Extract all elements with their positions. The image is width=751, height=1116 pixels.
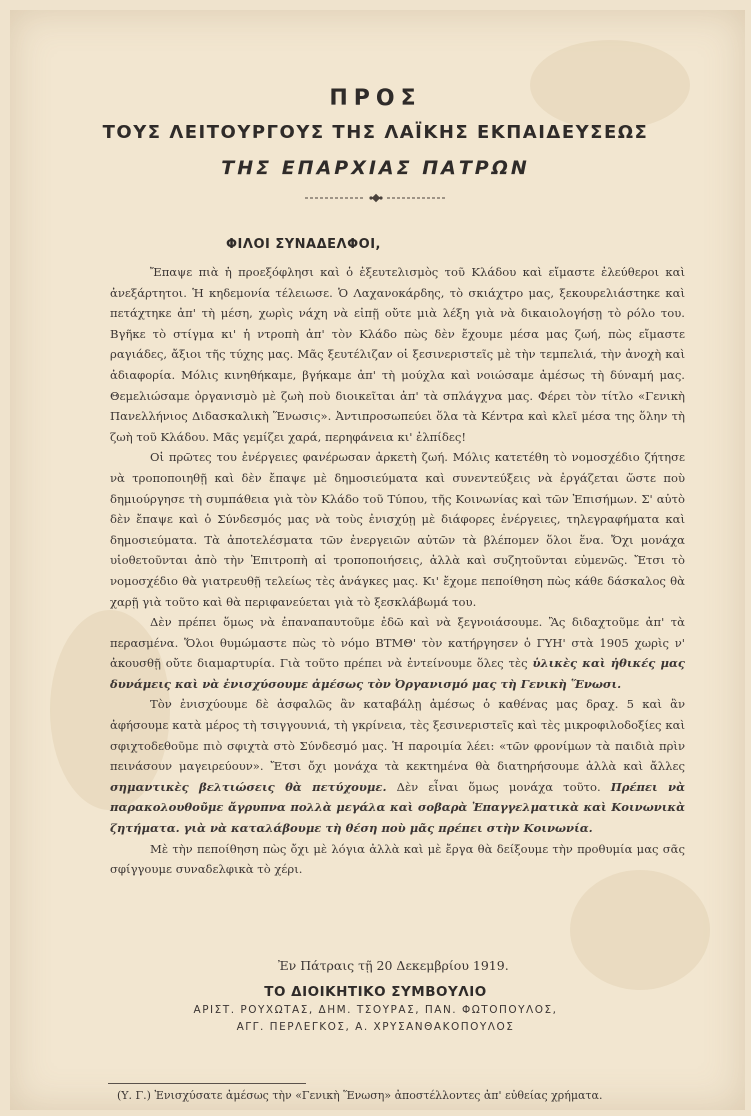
paper-stain	[570, 870, 710, 990]
paragraph	[110, 612, 685, 694]
paragraph	[110, 694, 685, 838]
emphasis-text: Πρέπει νὰ παρακολουθοῦμε ἄγρυπνα πολλὰ μεγάλα καὶ σοβαρὰ Ἐπαγγελματικὰ καὶ Κοινωνικὰ ζητήματα. γιὰ νὰ καταλάβουμε τὴ θέση ποὺ μᾶς πρέπει στὴν Κοινωνία.	[110, 779, 686, 836]
paragraph: Ἔπαψε πιὰ ἡ προεξόφλησι καὶ ὁ ἐξευτελισμὸς τοῦ Κλάδου καὶ εἴμαστε ἐλεύθεροι καὶ ἀνεξάρτητοι. Ἡ κηδεμονία τέλειωσε. Ὁ Λαχανοκάρδης, τὸ σκιάχτρο μας, ξεκουρελιάστηκε καὶ πετάχτηκε ἀπ' τὴ μέση, χωρὶς νάχη νὰ εἰπῇ οὔτε μιὰ λέξη γιὰ νὰ δικαιολογήσῃ τὸ ρόλο του. Βγῆκε τὸ στίγμα κι' ἡ ντροπὴ ἀπ' τὸν Κλάδο πὼς δὲν ἔχουμε μέσα μας ζωή, πὼς εἴμαστε ραγιάδες, ἄξιοι τῆς τύχης μας. Μᾶς ξευτέλιζαν οἱ ξεσινεριστεῖς μὲ τὴν τεμπελιά, τὴν ἀνοχὴ καὶ ἀδιαφορία. Μόλις κινηθήκαμε, βγήκαμε ἀπ' τὴ μούχλα καὶ νοιώσαμε ἀμέσως τὴ δύναμή μας. Θεμελιώσαμε ὀργανισμὸ μὲ ζωὴ ποὺ διοικεῖται ἀπ' τὰ σπλάγχνα μας. Φέρει τὸν τίτλο «Γενικὴ Πανελλήνιος Διδασκαλικὴ Ἕνωσις». Ἀντιπροσωπεύει ὅλα τὰ Κέντρα καὶ κλεῖ μέσα της ὅλην τὴ ζωὴ τοῦ Κλάδου. Μᾶς γεμίζει χαρά, περηφάνεια κι' ἐλπίδες!	[110, 265, 685, 444]
paragraph-text: Δὲν πρέπει ὅμως νὰ ἐπαναπαυτοῦμε ἐδῶ καὶ νὰ ξεγνοιάσουμε. Ἂς διδαχτοῦμε ἀπ' τὰ περασμένα. Ὅλοι θυμώμαστε πὼς τὸ νόμο ΒΤΜΘ' τὸν κατήργησεν ὁ ΓΥΗ' στὰ 1905 χωρὶς ν' ἀκουσθῇ οὔτε διαμαρτυρία. Γιὰ τοῦτο πρέπει νὰ ἐντείνουμε ὅλες τὲς	[110, 615, 685, 671]
letter-date: Ἐν Πάτραις τῇ 20 Δεκεμβρίου 1919.	[278, 958, 509, 973]
signature-council: ΤΟ ΔΙΟΙΚΗΤΙΚΟ ΣΥΜΒΟΥΛΙΟ	[264, 984, 487, 1000]
footnote-rule	[108, 1083, 306, 1084]
header-recipients: ΤΟΥΣ ΛΕΙΤΟΥΡΓΟΥΣ ΤΗΣ ΛΑΪΚΗΣ ΕΚΠΑΙΔΕΥΣΕΩΣ	[102, 122, 649, 143]
paragraph: Οἱ πρῶτες του ἐνέργειες φανέρωσαν ἀρκετὴ ζωή. Μόλις κατετέθη τὸ νομοσχέδιο ζήτησε νὰ τροποποιηθῇ καὶ δὲν ἔπαψε μὲ δημοσιεύματα καὶ συνεντεύξεις νὰ ἐργάζεται ὥστε ποὺ δημιούργησε τὴ συμπάθεια γιὰ τὸν Κλάδο τοῦ Τύπου, τῆς Κοινωνίας καὶ τῶν Ἐπισήμων. Σ' αὐτὸ δὲν ἔπαψε καὶ ὁ Σύνδεσμός μας νὰ τοὺς ἐνισχύῃ μὲ διάφορες ἐνέργειες, τηλεγραφήματα καὶ δημοσιεύματα. Τὰ ἀποτελέσματα τῶν ἐνεργειῶν αὐτῶν τὰ βλέπομεν ὅλοι ἕνα. Ὄχι μονάχα υἱοθετοῦνται ἀπὸ τὴν Ἐπιτροπὴ αἱ τροποποιήσεις, ἀλλὰ καὶ συζητοῦνται εὐμενῶς. Ἔτσι τὸ νομοσχέδιο θὰ γιατρευθῇ τελείως τὲς ἀνάγκες μας. Κι' ἔχομε πεποίθηση πὼς κάθε δάσκαλος θὰ χαρῇ γιὰ τοῦτο καὶ θὰ περιφανεύεται γιὰ τὸ ξεσκλάβωμά του.	[110, 450, 685, 609]
paper-stain	[530, 40, 690, 130]
header-region: ΤΗΣ ΕΠΑΡΧΙΑΣ ΠΑΤΡΩΝ	[221, 157, 530, 179]
emphasis-text: ὑλικὲς καὶ ἠθικές μας δυνάμεις καὶ νὰ ἐνισχύσουμε ἀμέσως τὸν Ὀργανισμό μας τὴ Γενικὴ Ἕνωσι.	[110, 656, 685, 691]
emphasis-text: σημαντικὲς βελτιώσεις θὰ πετύχουμε.	[110, 779, 387, 794]
footnote: (Υ. Γ.) Ἐνισχύσατε ἀμέσως τὴν «Γενικὴ Ἕνωση» ἀποστέλλοντες ἀπ' εὐθείας χρήματα.	[117, 1089, 603, 1102]
ornament-divider	[305, 192, 445, 204]
paragraph-text: Δὲν εἶναι ὅμως μονάχα τοῦτο.	[396, 779, 601, 794]
signature-names: ΑΓΓ. ΠΕΡΛΕΓΚΟΣ, Α. ΧΡΥΣΑΝΘΑΚΟΠΟΥΛΟΣ	[236, 1021, 515, 1033]
greeting: ΦΙΛΟΙ ΣΥΝΑΔΕΛΦΟΙ,	[226, 237, 381, 252]
header-to: ΠΡΟΣ	[329, 86, 422, 111]
paragraph-text: Τὸν ἐνισχύουμε δὲ ἀσφαλῶς ἂν καταβάλῃ ἀμέσως ὁ καθένας μας δραχ. 5 καὶ ἂν ἀφήσουμε κατὰ μέρος τὴ τσιγγουνιά, τὴ γκρίνεια, τὲς ξεσινεριστεῖς καὶ τὲς μικροφιλοδοξίες καὶ σφιχτοδεθοῦμε πιὸ σφιχτὰ στὸ Σύνδεσμό μας. Ἡ παροιμία λέει: «τῶν φρονίμων τὰ παιδιὰ πρὶν πεινάσουν μαγειρεύουν». Ἔτσι ὄχι μονάχα τὰ κεκτημένα θὰ διατηρήσουμε ἀλλὰ καὶ ἄλλες	[110, 697, 685, 774]
paragraph: Μὲ τὴν πεποίθηση πὼς ὄχι μὲ λόγια ἀλλὰ καὶ μὲ ἔργα θὰ δείξουμε τὴν προθυμία μας σᾶς σφίγγουμε συναδελφικὰ τὸ χέρι.	[110, 841, 685, 877]
letter-body	[110, 262, 685, 880]
signature-names: ΑΡΙΣΤ. ΡΟΥΧΩΤΑΣ, ΔΗΜ. ΤΣΟΥΡΑΣ, ΠΑΝ. ΦΩΤΟΠΟΥΛΟΣ,	[193, 1004, 558, 1016]
